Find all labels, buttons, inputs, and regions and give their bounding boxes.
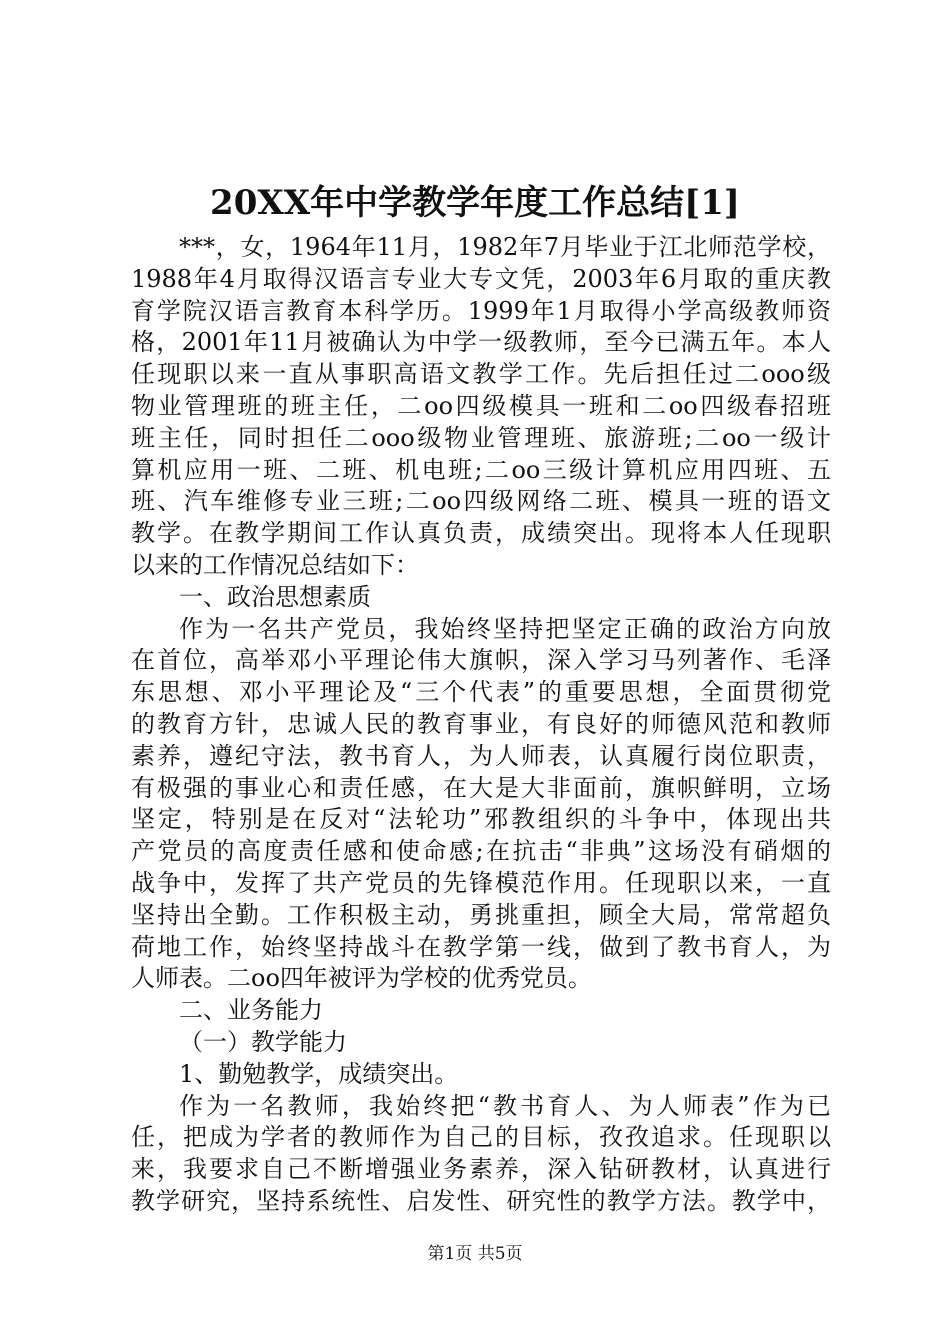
paragraph-line: 教学。在教学期间工作认真负责，成绩突出。现将本人任现职 bbox=[131, 519, 831, 548]
paragraph-line: 来，我要求自己不断增强业务素养，深入钻研教材，认真进行 bbox=[131, 1155, 831, 1184]
paragraph-line: 有极强的事业心和责任感，在大是大非面前，旗帜鲜明，立场 bbox=[131, 773, 831, 802]
paragraph-line: 人师表。二oo四年被评为学校的优秀党员。 bbox=[131, 964, 592, 993]
paragraph-line: 算机应用一班、二班、机电班;二oo三级计算机应用四班、五 bbox=[131, 455, 831, 484]
paragraph-line: 素养，遵纪守法，教书育人，为人师表，认真履行岗位职责， bbox=[131, 741, 831, 770]
paragraph-line: 作为一名共产党员，我始终坚持把坚定正确的政治方向放 bbox=[179, 614, 831, 643]
paragraph-line: 东思想、邓小平理论及“三个代表”的重要思想，全面贯彻党 bbox=[131, 678, 831, 707]
paragraph-line: 任现职以来一直从事职高语文教学工作。先后担任过二ooo级 bbox=[131, 360, 831, 389]
paragraph-line: 坚定，特别是在反对“法轮功”邪教组织的斗争中，体现出共 bbox=[131, 805, 831, 834]
section-heading: 一、政治思想素质 bbox=[179, 582, 371, 611]
paragraph-line: 1988年4月取得汉语言专业大专文凭，2003年6月取的重庆教 bbox=[131, 264, 831, 293]
paragraph-line: 格，2001年11月被确认为中学一级教师，至今已满五年。本人 bbox=[131, 328, 831, 357]
paragraph-line: 作为一名教师，我始终把“教书育人、为人师表”作为已 bbox=[179, 1091, 831, 1120]
paragraph-line: ***，女，1964年11月，1982年7月毕业于江北师范学校， bbox=[179, 233, 831, 261]
paragraph-line: 物业管理班的班主任，二oo四级模具一班和二oo四级春招班 bbox=[131, 391, 831, 420]
paragraph-line: 育学院汉语言教育本科学历。1999年1月取得小学高级教师资 bbox=[131, 296, 831, 325]
paragraph-line: 以来的工作情况总结如下： bbox=[131, 550, 419, 579]
paragraph-line: 班、汽车维修专业三班;二oo四级网络二班、模具一班的语文 bbox=[131, 487, 831, 516]
document-title: 20XX年中学教学年度工作总结[1] bbox=[210, 183, 740, 223]
paragraph-line: 坚持出全勤。工作积极主动，勇挑重担，顾全大局，常常超负 bbox=[131, 900, 831, 929]
subsection-heading: （一）教学能力 bbox=[179, 1027, 347, 1056]
paragraph-line: 的教育方针，忠诚人民的教育事业，有良好的师德风范和教师 bbox=[131, 709, 831, 738]
paragraph-line: 班主任，同时担任二ooo级物业管理班、旅游班;二oo一级计 bbox=[131, 423, 831, 452]
paragraph-line: 荷地工作，始终坚持战斗在教学第一线，做到了教书育人，为 bbox=[131, 932, 831, 961]
section-heading: 二、业务能力 bbox=[179, 996, 323, 1025]
paragraph-line: 战争中，发挥了共产党员的先锋模范作用。任现职以来，一直 bbox=[131, 868, 831, 897]
paragraph-line: 教学研究，坚持系统性、启发性、研究性的教学方法。教学中， bbox=[131, 1186, 831, 1215]
paragraph-line: 产党员的高度责任感和使命感;在抗击“非典”这场没有硝烟的 bbox=[131, 837, 831, 866]
subsection-heading: 1、勤勉教学，成绩突出。 bbox=[179, 1059, 459, 1088]
paragraph-line: 任，把成为学者的教师作为自己的目标，孜孜追求。任现职以 bbox=[131, 1123, 831, 1152]
page-footer: 第1页 共5页 bbox=[427, 1244, 523, 1264]
document-body bbox=[131, 232, 831, 1218]
paragraph-line: 在首位，高举邓小平理论伟大旗帜，深入学习马列著作、毛泽 bbox=[131, 646, 831, 675]
